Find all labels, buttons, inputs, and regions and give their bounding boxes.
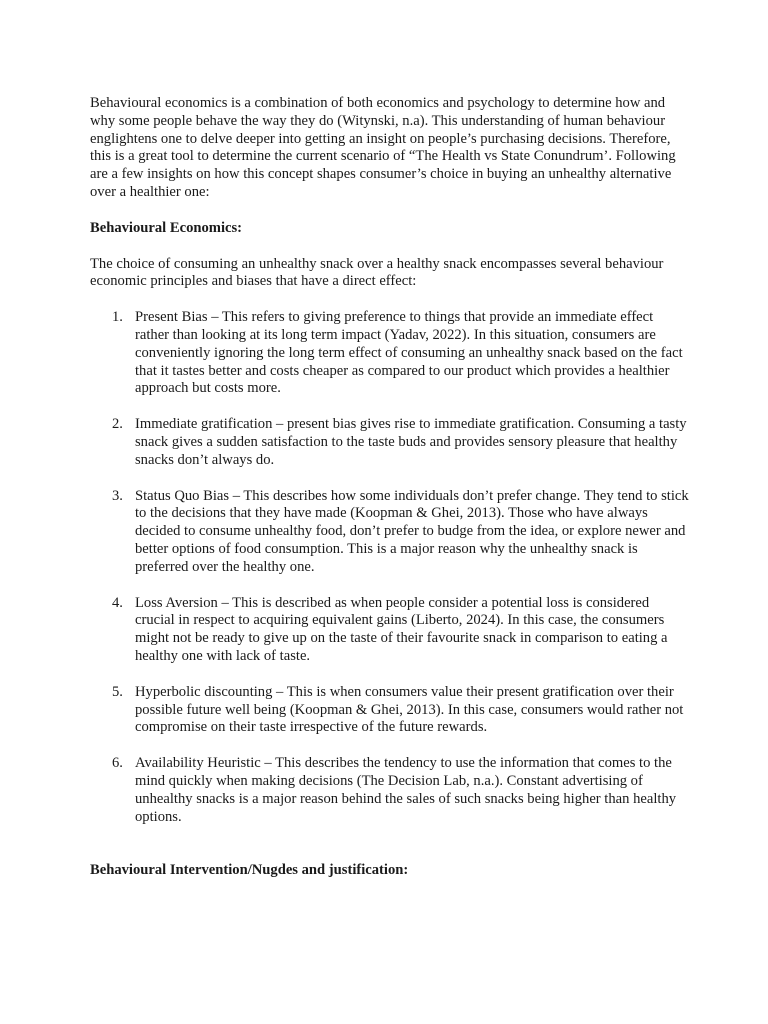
lead-paragraph: The choice of consuming an unhealthy snack over a healthy snack encompasses several behaviour economic principles and biases that have a direct effect: [90, 255, 664, 290]
list-number: 2. [112, 416, 123, 433]
list-item-text: Availability Heuristic – This describes the tendency to use the information that comes to the mind quickly when making decisions (The Decision Lab, n.a.). Constant advertising of unhealthy snacks is a major reason behind the sales of such snacks being higher than healthy options. [135, 755, 677, 825]
list-item [90, 309, 690, 398]
section-heading-behavioural-economics: Behavioural Economics: [90, 219, 243, 236]
list-item [90, 684, 690, 737]
list-number: 3. [112, 487, 123, 504]
list-item-text: Hyperbolic discounting – This is when consumers value their present gratification over their possible future well being (Koopman & Ghei, 2013). In this case, consumers would rather not compromise on their taste irrespective of the future rewards. [135, 683, 684, 736]
list-number: 6. [112, 755, 123, 772]
list-item-text: Present Bias – This refers to giving preference to things that provide an immediate effect rather than looking at its long term impact (Yadav, 2022). In this situation, consumers are conveniently ignoring the long term effect of consuming an unhealthy snack based on the fact that it tastes better and costs cheaper as compared to our product which provides a healthier approach but costs more. [135, 309, 683, 397]
list-item [90, 416, 690, 469]
list-item-text: Status Quo Bias – This describes how some individuals don’t prefer change. They tend to stick to the decisions that they have made (Koopman & Ghei, 2013). Those who have always decided to consume unhealthy food, don’t prefer to budge from the idea, or explore newer and better options of food consumption. This is a major reason why the unhealthy snack is preferred over the healthy one. [135, 487, 689, 575]
list-item [90, 488, 690, 577]
document-page [90, 95, 690, 898]
list-number: 4. [112, 594, 123, 611]
list-item-text: Immediate gratification – present bias gives rise to immediate gratification. Consuming a tasty snack gives a sudden satisfaction to the taste buds and provides sensory pleasure that healthy snacks don’t always do. [135, 416, 687, 468]
list-number: 1. [112, 309, 123, 326]
list-item [90, 595, 690, 666]
intro-paragraph: Behavioural economics is a combination of both economics and psychology to determine how and why some people behave the way they do (Witynski, n.a). This understanding of human behaviour englightens one to delve deeper into getting an insight on people’s purchasing decisions. Therefore, this is a great tool to determine the current scenario of “The Health vs State Conundrum’. Following are a few insights on how this concept shapes consumer’s choice in buying an unhealthy alternative over a healthier one: [90, 95, 676, 200]
section-heading-behavioural-intervention: Behavioural Intervention/Nugdes and justification: [90, 862, 409, 879]
bias-list [90, 309, 690, 826]
list-item-text: Loss Aversion – This is described as when people consider a potential loss is considered crucial in respect to acquiring equivalent gains (Liberto, 2024). In this case, the consumers might not be ready to give up on the taste of their favourite snack in comparison to eating a healthy one with lack of taste. [135, 594, 668, 664]
list-number: 5. [112, 683, 123, 700]
list-item [90, 755, 690, 826]
